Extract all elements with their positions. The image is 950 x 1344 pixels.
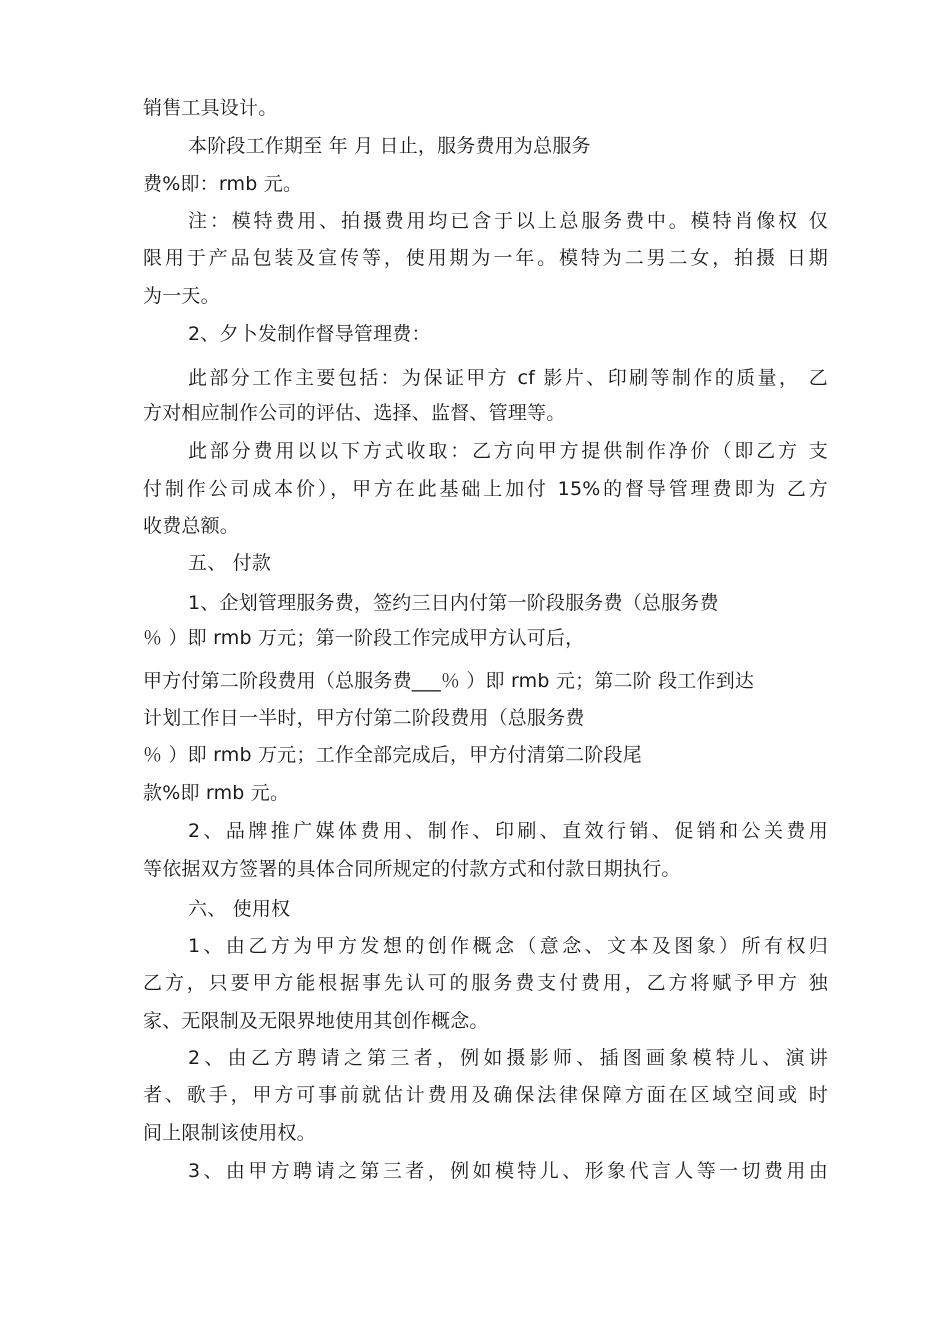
text-line: 者、歌手，甲方可事前就估计费用及确保法律保障方面在区域空间或 时 bbox=[143, 1084, 828, 1106]
text-line: 本阶段工作期至 年 月 日止，服务费用为总服务 bbox=[188, 135, 591, 157]
text-line: ％ ）即 rmb 万元；工作全部完成后，甲方付清第二阶段尾 bbox=[143, 744, 642, 766]
text-line: 间上限制该使用权。 bbox=[143, 1122, 316, 1144]
text-line: 付制作公司成本价），甲方在此基础上加付 15%的督导管理费即为 乙方 bbox=[143, 478, 828, 500]
text-line: 此部分费用以以下方式收取：乙方向甲方提供制作净价（即乙方 支 bbox=[188, 440, 828, 462]
text-line: 注：模特费用、拍摄费用均已含于以上总服务费中。模特肖像权 仅 bbox=[188, 210, 828, 232]
section-heading: 六、 使用权 bbox=[188, 898, 291, 920]
text-line: 此部分工作主要包括：为保证甲方 cf 影片、印刷等制作的质量， 乙 bbox=[188, 367, 828, 389]
text-line: 2、品牌推广媒体费用、制作、印刷、直效行销、促销和公关费用 bbox=[188, 820, 828, 842]
text-line: ％ ）即 rmb 万元；第一阶段工作完成甲方认可后， bbox=[143, 627, 585, 649]
text-line: 计划工作日一半时，甲方付第二阶段费用（总服务费 bbox=[143, 707, 585, 729]
text-line: 2、由乙方聘请之第三者，例如摄影师、插图画象模特儿、演讲 bbox=[188, 1047, 828, 1069]
text-line: 限用于产品包装及宣传等，使用期为一年。模特为二男二女，拍摄 日期 bbox=[143, 247, 828, 269]
text-line: 为一天。 bbox=[143, 285, 220, 307]
text-line: 1、由乙方为甲方发想的创作概念（意念、文本及图象）所有权归 bbox=[188, 935, 828, 957]
text-line: 方对相应制作公司的评估、选择、监督、管理等。 bbox=[143, 402, 566, 424]
section-heading: 五、 付款 bbox=[188, 552, 272, 574]
text-line: 乙方，只要甲方能根据事先认可的服务费支付费用，乙方将赋予甲方 独 bbox=[143, 972, 828, 994]
text-line: 款%即 rmb 元。 bbox=[143, 782, 290, 804]
text-line: 收费总额。 bbox=[143, 515, 240, 537]
text-line: 等依据双方签署的具体合同所规定的付款方式和付款日期执行。 bbox=[143, 858, 681, 880]
text-line: 甲方付第二阶段费用（总服务费___％ ）即 rmb 元；第二阶 段工作到达 bbox=[143, 670, 755, 692]
text-line: 费%即：rmb 元。 bbox=[143, 173, 303, 195]
text-line: 家、无限制及无限界地使用其创作概念。 bbox=[143, 1010, 489, 1032]
section-heading: 2、夕卜发制作督导管理费： bbox=[188, 323, 431, 345]
text-line: 1、企划管理服务费，签约三日内付第一阶段服务费（总服务费 bbox=[188, 592, 719, 614]
text-line: 销售工具设计。 bbox=[143, 97, 278, 119]
text-line: 3、由甲方聘请之第三者，例如模特儿、形象代言人等一切费用由 bbox=[188, 1160, 828, 1182]
